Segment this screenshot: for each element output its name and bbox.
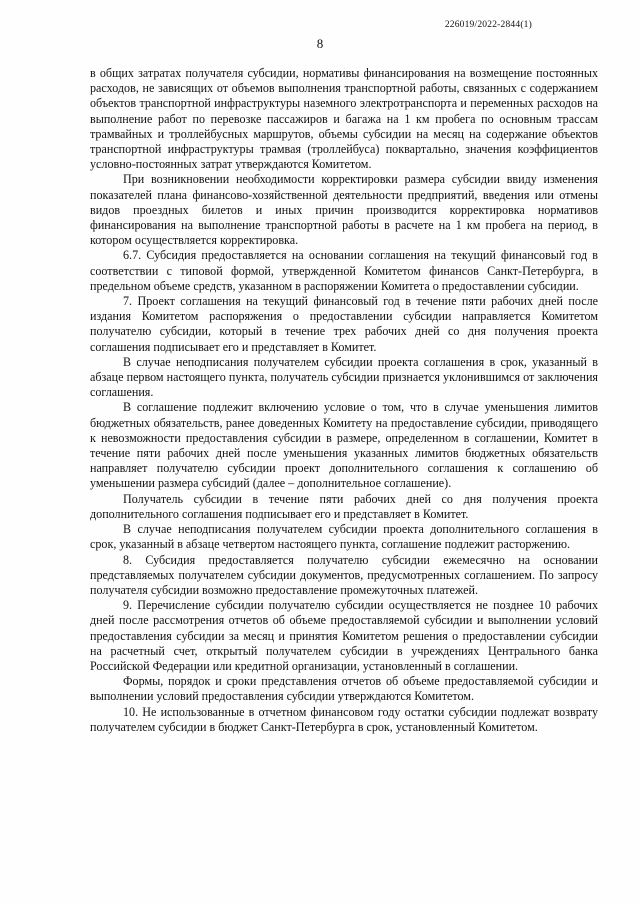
paragraph-7-termination: В случае неподписания получателем субсидии проекта дополнительного соглашения в срок, указанный в абзаце четвертом настоящего пункта, соглашение подлежит расторжению.: [90, 522, 598, 552]
paragraph-6-7: 6.7. Субсидия предоставляется на основании соглашения на текущий финансовый год в соответствии с типовой формой, утвержденной Комитетом финансов Санкт-Петербурга, в предельном объеме средств, указанном в распоряжении Комитета о предоставлении субсидии.: [90, 248, 598, 293]
paragraph-8: 8. Субсидия предоставляется получателю субсидии ежемесячно на основании представляемых получателем субсидии документов, предусмотренных соглашением. По запросу получателя субсидии возможно предоставление промежуточных платежей.: [90, 552, 598, 597]
document-body: [90, 66, 598, 735]
paragraph-7-additional-agreement: Получатель субсидии в течение пяти рабочих дней со дня получения проекта дополнительного соглашения подписывает его и представляет в Комитет.: [90, 491, 598, 521]
paragraph-9: 9. Перечисление субсидии получателю субсидии осуществляется не позднее 10 рабочих дней после рассмотрения отчетов об объеме предоставляемой субсидии и выполнении условий предоставления субсидии за месяц и принятия Комитетом решения о предоставлении субсидии на расчетный счет, открытый получателем субсидии в учреждениях Центрального банка Российской Федерации или кредитной организации, установленный в соглашении.: [90, 598, 598, 673]
paragraph-9-report-forms: Формы, порядок и сроки представления отчетов об объеме предоставляемой субсидии и выполнении условий предоставления субсидии утверждаются Комитетом.: [90, 674, 598, 704]
paragraph-continuation: в общих затратах получателя субсидии, нормативы финансирования на возмещение постоянных расходов, не зависящих от объемов выполнения транспортной работы, связанных с содержанием объектов транспортной инфраструктуры наземного электротранспорта и переменных расходов на выполнение работ по перевозке пассажиров и багажа на 1 км пробега по основным трассам трамвайных и троллейбусных маршрутов, объемы субсидии на месяц на содержание объектов транспортной инфраструктуры трамвая (троллейбуса) поквартально, значения коэффициентов условно-постоянных затрат утверждаются Комитетом.: [90, 66, 598, 172]
page-number: 8: [316, 36, 324, 51]
paragraph-subsidy-correction: При возникновении необходимости корректировки размера субсидии ввиду изменения показателей плана финансово-хозяйственной деятельности предприятий, введения или отмены видов проездных билетов и иных причин производится корректировка нормативов финансирования на выполнение транспортной работы в расчете на 1 км пробега на период, в котором осуществляется корректировка.: [90, 172, 598, 248]
paragraph-7-unsigned: В случае неподписания получателем субсидии проекта соглашения в срок, указанный в абзаце первом настоящего пункта, получатель субсидии признается уклонившимся от заключения соглашения.: [90, 354, 598, 400]
document-registration-number: 226019/2022-2844(1): [444, 20, 532, 30]
paragraph-7: 7. Проект соглашения на текущий финансовый год в течение пяти рабочих дней после издания Комитетом распоряжения о предоставлении субсидии направляется Комитетом получателю субсидии, который в течение трех рабочих дней со дня получения проекта соглашения подписывает его и представляет в Комитет.: [90, 294, 598, 354]
paragraph-10: 10. Не использованные в отчетном финансовом году остатки субсидии подлежат возврату получателем субсидии в бюджет Санкт-Петербурга в срок, установленный Комитетом.: [90, 704, 598, 734]
paragraph-7-limits-condition: В соглашение подлежит включению условие о том, что в случае уменьшения лимитов бюджетных обязательств, ранее доведенных Комитету на предоставление субсидии, приводящего к невозможности предоставления субсидии в размере, определенном в соглашении, Комитет в течение пяти рабочих дней после уменьшения указанных лимитов бюджетных обязательств направляет получателю субсидии проект дополнительного соглашения к соглашению об уменьшении размера субсидий (далее – дополнительное соглашение).: [90, 400, 598, 491]
